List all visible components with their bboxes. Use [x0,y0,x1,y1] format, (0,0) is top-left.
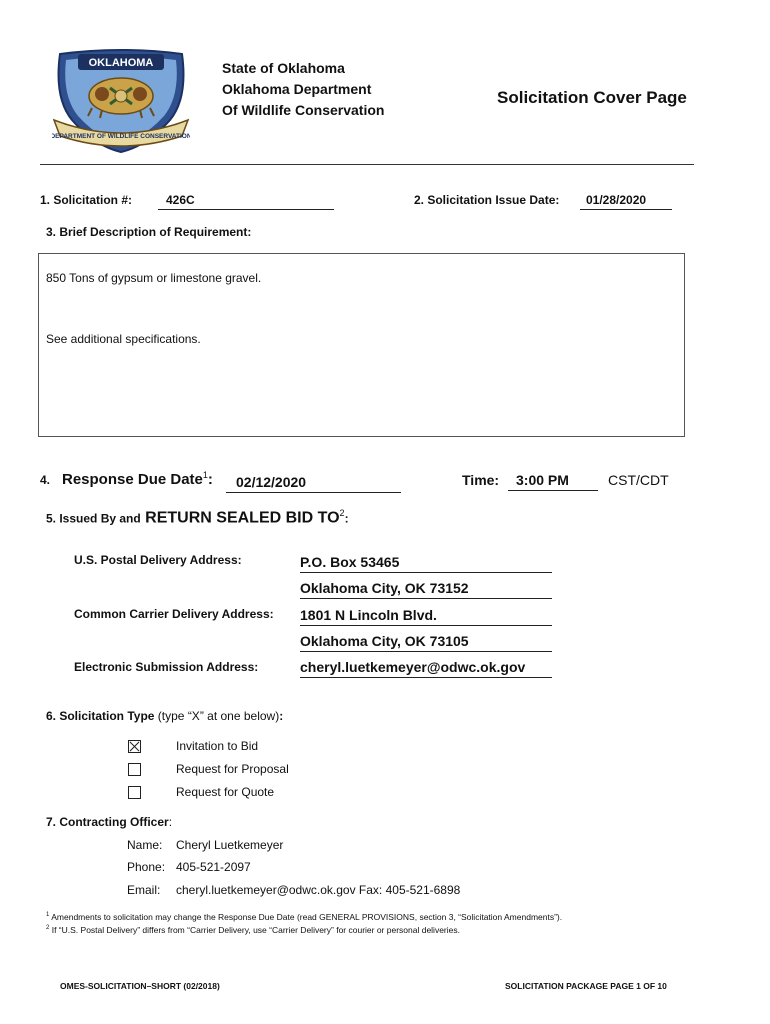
request-for-quote-label: Request for Quote [176,785,275,799]
contracting-officer-heading: 7. Contracting Officer: [46,815,173,829]
header-divider [40,164,694,165]
issued-by-label: 5. Issued By and [46,511,141,526]
due-date-label-text: Response Due Date [62,471,203,488]
invitation-to-bid-checkbox[interactable] [128,740,141,753]
request-for-proposal-label: Request for Proposal [176,762,289,776]
officer-name-label: Name: [127,838,163,852]
electronic-address-label: Electronic Submission Address: [74,660,259,674]
issued-by-heading [46,508,349,527]
issue-date-field[interactable] [580,193,672,210]
solicitation-type-heading: 6. Solicitation Type (type “X” at one below): [46,709,284,723]
form-identifier: OMES-SOLICITATION–SHORT (02/2018) [60,981,220,991]
footnote-ref: 2 [339,508,345,518]
due-date-field[interactable] [226,474,401,493]
invitation-to-bid-label: Invitation to Bid [176,739,259,753]
time-label: Time: [462,472,500,488]
issue-date-label: 2. Solicitation Issue Date: [414,193,560,207]
footnote-2: $^2$ If “U.S. Postal Delivery” differs from “Carrier Delivery, use “Carrier Delivery” for courier or personal deliveries. [46,925,460,935]
time-value: 3:00 PM [516,472,569,488]
carrier-address-line1[interactable]: 1801 N Lincoln Blvd. [300,607,552,626]
logo-text-bottom: DEPARTMENT OF WILDLIFE CONSERVATION [52,133,190,140]
description-line: See additional specifications. [46,332,201,346]
postal-address-line1[interactable]: P.O. Box 53465 [300,554,552,573]
due-date-number: 4. [40,473,51,487]
solicitation-number-value: 426C [166,193,195,207]
issue-date-value: 01/28/2020 [586,193,647,207]
description-box[interactable] [38,253,685,437]
solicitation-number-field[interactable] [158,193,334,210]
due-date-value: 02/12/2020 [236,474,307,490]
time-zone: CST/CDT [608,472,669,488]
footnote-1: $^1$ Amendments to solicitation may change the Response Due Date (read GENERAL PROVISIONS, section 3, “Solicitation Amendments”). [46,912,563,922]
carrier-address-line2[interactable]: Oklahoma City, OK 73105 [300,633,552,652]
officer-name-value: Cheryl Luetkemeyer [176,838,284,852]
request-for-quote-checkbox[interactable] [128,786,141,799]
officer-phone-value: 405-521-2097 [176,860,251,874]
page-number: SOLICITATION PACKAGE PAGE 1 OF 10 [505,981,667,991]
officer-phone-label: Phone: [127,860,166,874]
odwc-seal-logo [52,48,190,154]
due-date-label [62,470,213,488]
postal-address-line2[interactable]: Oklahoma City, OK 73152 [300,580,552,599]
agency-line: Of Wildlife Conservation [222,102,385,118]
logo-text-top: OKLAHOMA [88,57,154,69]
postal-address-label: U.S. Postal Delivery Address: [74,553,242,567]
solicitation-number-label: 1. Solicitation #: [40,193,133,207]
description-label: 3. Brief Description of Requirement: [46,225,252,239]
request-for-proposal-checkbox[interactable] [128,763,141,776]
issued-colon: : [344,511,349,526]
return-sealed-bid-text: RETURN SEALED BID TO [145,509,340,527]
description-line: 850 Tons of gypsum or limestone gravel. [46,271,262,285]
agency-line: State of Oklahoma [222,60,345,76]
time-field[interactable] [508,472,598,491]
footnote-ref: 1 [202,470,208,480]
agency-name [222,58,384,121]
officer-email-label: Email: [127,883,161,897]
agency-line: Oklahoma Department [222,81,372,97]
carrier-address-label: Common Carrier Delivery Address: [74,607,274,621]
page-title: Solicitation Cover Page [497,88,687,107]
electronic-address-value[interactable]: cheryl.luetkemeyer@odwc.ok.gov [300,659,552,678]
due-date-colon: : [207,471,213,488]
officer-email-value: cheryl.luetkemeyer@odwc.ok.gov Fax: 405-521-6898 [176,883,461,897]
